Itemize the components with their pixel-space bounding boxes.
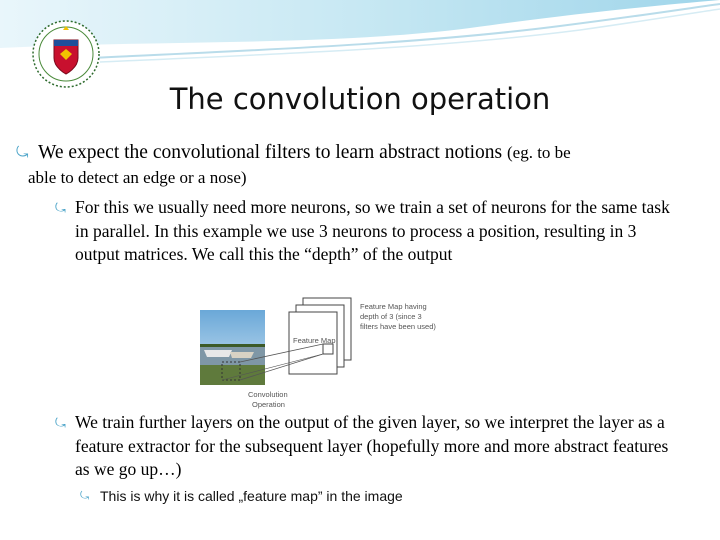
feature-map-label: Feature Map — [293, 336, 336, 345]
bullet-level1-expect — [16, 140, 688, 190]
bullet-text: We train further layers on the output of the given layer, so we interpret the layer as a feature extractor for the subsequent layer (hopefully more and more abstract features as we go up…) — [75, 412, 669, 479]
swirl-bullet-icon: ⤿ — [55, 416, 66, 431]
bullet-level2-neurons — [55, 196, 675, 267]
swirl-bullet-icon: ⤿ — [55, 201, 66, 216]
swirl-bullet-icon: ⤿ — [16, 143, 29, 161]
bullet-text-main: We expect the convolutional filters to learn abstract notions — [38, 142, 503, 163]
header-wave-band — [0, 0, 720, 70]
boat-photo — [200, 310, 265, 385]
swirl-bullet-icon: ⤿ — [80, 489, 90, 502]
university-crest-icon — [30, 18, 102, 90]
slide-title: The convolution operation — [169, 82, 551, 116]
bullet-level3-feature-map — [80, 487, 680, 505]
convolution-label: Convolution — [248, 390, 288, 399]
bullet-text: This is why it is called „feature map” in the image — [100, 488, 403, 504]
bullet-text-tail: (eg. to be — [507, 143, 571, 162]
bullet-text: For this we usually need more neurons, so we train a set of neurons for the same task in parallel. In this example we use 3 neurons to process a position, resulting in 3 output matrices. We call this the “depth” of the output — [75, 197, 670, 264]
feature-map-note: Feature Map having depth of 3 (since 3 filters have been used) — [360, 302, 436, 331]
bullet-level2-layers — [55, 411, 675, 482]
operation-label: Operation — [252, 400, 285, 409]
bullet-text-line2: able to detect an edge or a nose) — [28, 168, 247, 187]
feature-map-figure — [190, 292, 440, 412]
